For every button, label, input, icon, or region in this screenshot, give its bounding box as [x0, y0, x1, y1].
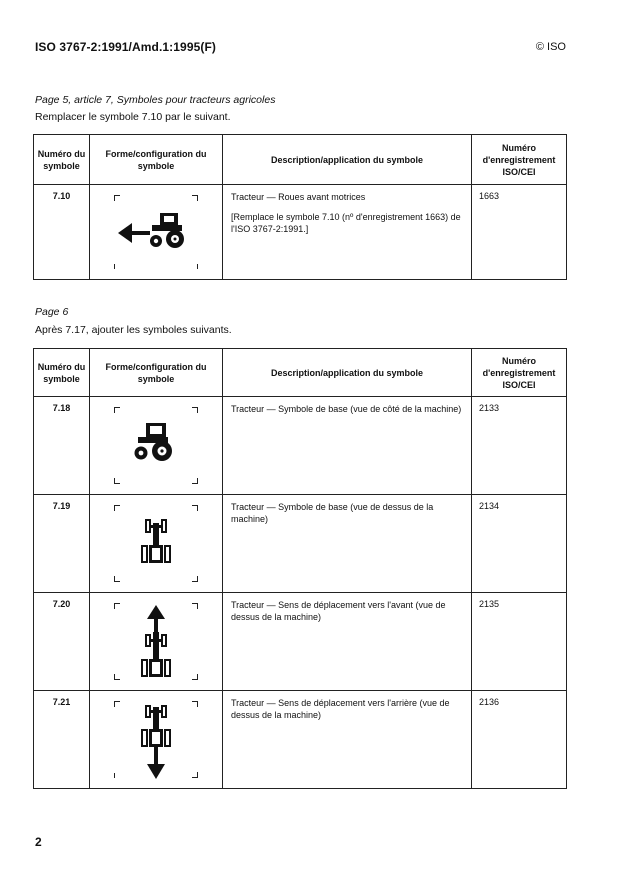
- symbol-shape-cell: [90, 691, 223, 789]
- symbol-description: Tracteur — Sens de déplacement vers l'arrière (vue de dessus de la machine): [231, 698, 450, 720]
- col-header-number: Numéro du symbole: [34, 135, 90, 185]
- table-row: [34, 593, 567, 691]
- symbol-description-cell: [223, 397, 472, 495]
- table-row: [34, 495, 567, 593]
- registration-number: 1663: [472, 185, 567, 280]
- col-header-number: Numéro du symbole: [34, 349, 90, 397]
- symbol-shape-cell: [90, 397, 223, 495]
- copyright-mark: © ISO: [535, 41, 566, 53]
- symbol-description: Tracteur — Roues avant motrices: [231, 192, 366, 202]
- table-row: [34, 185, 567, 280]
- symbol-table-2: [33, 348, 567, 789]
- table-row: [34, 397, 567, 495]
- section-2-title: Page 6: [35, 306, 69, 318]
- col-header-shape: Forme/configuration du symbole: [90, 135, 223, 185]
- tractor-top-view-icon: [136, 515, 176, 567]
- col-header-shape: Forme/configuration du symbole: [90, 349, 223, 397]
- tractor-forward-arrow-icon: [136, 603, 176, 683]
- symbol-table-1: [33, 134, 567, 280]
- section-1-title: Page 5, article 7, Symboles pour tracteurs agricoles: [35, 94, 276, 106]
- symbol-description: Tracteur — Symbole de base (vue de dessus de la machine): [231, 502, 434, 524]
- tractor-front-wheel-drive-icon: [116, 207, 196, 253]
- symbol-number: 7.10: [34, 185, 90, 280]
- registration-number: 2136: [472, 691, 567, 789]
- table-header-row: [34, 349, 567, 397]
- symbol-number: 7.19: [34, 495, 90, 593]
- table-header-row: [34, 135, 567, 185]
- symbol-number: 7.18: [34, 397, 90, 495]
- col-header-description: Description/application du symbole: [223, 135, 472, 185]
- standard-reference: ISO 3767-2:1991/Amd.1:1995(F): [35, 40, 216, 54]
- symbol-shape-cell: [90, 593, 223, 691]
- section-1-instruction: Remplacer le symbole 7.10 par le suivant.: [35, 111, 231, 123]
- col-header-registration: Numéro d'enregistrement ISO/CEI: [472, 349, 567, 397]
- symbol-shape-cell: [90, 185, 223, 280]
- table-row: [34, 691, 567, 789]
- symbol-description-cell: [223, 495, 472, 593]
- symbol-description-cell: [223, 185, 472, 280]
- tractor-side-view-icon: [126, 421, 186, 465]
- tractor-reverse-arrow-icon: [136, 703, 176, 783]
- registration-number: 2133: [472, 397, 567, 495]
- symbol-number: 7.20: [34, 593, 90, 691]
- section-2-instruction: Après 7.17, ajouter les symboles suivants.: [35, 324, 232, 336]
- symbol-description-cell: [223, 691, 472, 789]
- symbol-description: Tracteur — Sens de déplacement vers l'avant (vue de dessus de la machine): [231, 600, 446, 622]
- col-header-registration: Numéro d'enregistrement ISO/CEI: [472, 135, 567, 185]
- symbol-description-cell: [223, 593, 472, 691]
- symbol-number: 7.21: [34, 691, 90, 789]
- symbol-note: [Remplace le symbole 7.10 (nº d'enregistrement 1663) de l'ISO 3767-2:1991.]: [231, 212, 461, 234]
- registration-number: 2135: [472, 593, 567, 691]
- page-number: 2: [35, 835, 42, 849]
- registration-number: 2134: [472, 495, 567, 593]
- col-header-description: Description/application du symbole: [223, 349, 472, 397]
- symbol-shape-cell: [90, 495, 223, 593]
- symbol-description: Tracteur — Symbole de base (vue de côté de la machine): [231, 404, 462, 414]
